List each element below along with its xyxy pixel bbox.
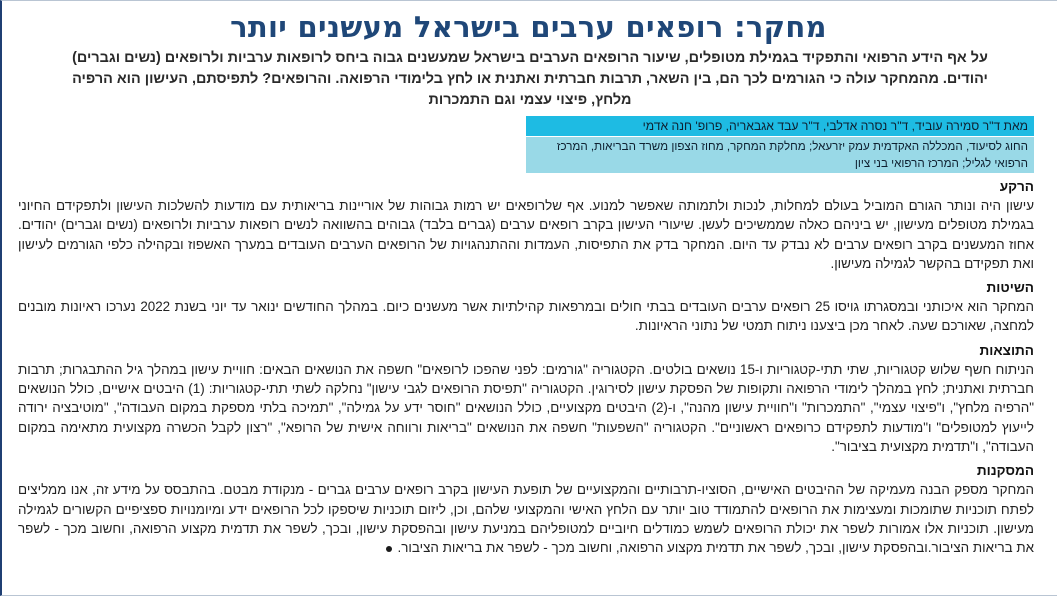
section-body: הניתוח חשף שלוש קטגוריות, שתי תתי-קטגוריות ו-15 נושאים בולטים. הקטגוריה "גורמים: לפני שהפכו לרופאים" חשפה את הנושאים הבאים: חוויית עישון במהלך גיל ההתבגרות; תרבות חברתית ואתנית; לחץ במהלך לימודי הרפואה ותקופות של הפסקת עישון לסירוגין. הקטגוריה "תפיסת הרופאים לגבי עישון" נחלקה לשתי תתי-קטגוריות: (1) היבטים אישיים, כולל הנושאים "הרפיה מלחץ", ו"פיצוי עצמי", "התמכרות" ו"חוויית עישון מהנה", ו-(2) היבטים מקצועיים, כולל הנושאים "חוסר ידע על גמילה", "תמיכה בלתי מספקת במקום העבודה", "מוטיבציה ירודה לייעוץ למטופלים" ו"מודעות לתפקידם כרופאים ראשוניים". הקטגוריה "השפעות" חשפה את הנושאים "בריאות ורווחה אישית של הרופא", "רצון לקבל הכשרה מקצועית מתאימה במקום העבודה", ו"תדמית מקצועית בציבור".	[18, 361, 1034, 454]
authors-banner: מאת ד"ר סמירה עוביד, ד"ר נסרה אדלבי, ד"ר עבד אגבאריה, פרופ' חנה אדמי	[526, 116, 1034, 136]
section-heading: השיטות	[986, 280, 1034, 296]
section-heading: התוצאות	[979, 342, 1034, 358]
section-heading: הרקע	[999, 179, 1034, 194]
page-title: מחקר: רופאים ערבים בישראל מעשנים יותר	[230, 10, 827, 44]
intro-summary: על אף הידע הרפואי והתפקיד בגמילת מטופלים, שיעור הרופאים הערבים בישראל שמעשנים גבוה ביחס לרופאות ערביות ולרופאים (נשים וגברים) יהודים. מהמחקר עולה כי הגורמים לכך הם, בין השאר, תרבות חברתית ואתנית או לחץ בלימודי הרפואה. והרופאים? לתפיסתם, העישון הוא הרפיה מלחץ, פיצוי עצמי וגם התמכרות	[72, 50, 988, 108]
section-results	[18, 342, 1034, 456]
section-body-wrap	[18, 480, 1034, 557]
section-conclusions	[18, 462, 1034, 557]
section-background	[18, 178, 1034, 273]
article-sections	[18, 178, 1034, 557]
section-heading: המסקנות	[976, 463, 1034, 479]
section-body: המחקר מספק הבנה מעמיקה של ההיבטים האישיים, הסוציו-תרבותיים והמקצועיים של תופעת העישון בקרב רופאים ערבים גברים - מנקודת מבטם. בהתבסס על מידע זה, אנו ממליצים לפתח תוכניות שתומכות ומעצימות את הרופאים להתמודד טוב יותר עם הלחץ האישי והמקצועי שלהם, וכן, ליזום תוכניות שיספקו לכל הרופאים ידע ומיומנויות ספציפיים הקשורים לגמילה מעישון. תוכניות אלו אמורות לשפר את יכולת הרופאים לשמש כמודלים חיוביים למטופליהם במניעת עישון ובהפסקת עישון, ובכך, לשפר את תדמית מקצוע הרפואה, וחשוב מכך - לשפר את בריאות הציבור.ובהפסקת עישון, ובכך, לשפר את תדמית מקצוע הרפואה, וחשוב מכך - לשפר את בריאות הציבור.	[18, 482, 1034, 556]
section-body: המחקר הוא איכותני ובמסגרתו גויסו 25 רופאים ערבים העובדים בבתי חולים ובמרפאות קהילתיות אשר מעשנים כיום. במהלך החודשים ינואר עד יוני בשנת 2022 נערכו ראיונות מובנים למחצה, שאורכם שעה. לאחר מכן ביצענו ניתוח תמטי של נתוני הראיונות.	[18, 299, 1034, 334]
affiliation-banner: החוג לסיעוד, המכללה האקדמית עמק יזרעאל; מחלקת המחקר, מחוז הצפון משרד הבריאות, המרכז הרפואי לגליל; המרכז הרפואי בני ציון	[526, 137, 1034, 173]
section-body: עישון היה ונותר הגורם המוביל בעולם למחלות, לנכות ולתמותה שאפשר למנוע. אף שלרופאים יש רמות גבוהות של אוריינות בריאותית עם מודעות להשלכות העישון ולתפקידם החיוני בגמילת מטופלים מעישון, יש ביניהם כאלה שממשיכים לעשן. שיעורי העישון בקרב רופאים ערבים (גברים בלבד) גבוהים בהשוואה לנשים רופאות ערביות ולרופאים (נשים וגברים) יהודים. אחוז המעשנים בקרב רופאים ערבים לא נבדק עד היום. המחקר בדק את התפיסות, העמדות וההתנהגויות של הרופאים הערבים העובדים במערך האשפוז ובקהילה כלפי הגורמים לעישון ואת תפקידם בהקשר לגמילה מעישון.	[18, 198, 1034, 271]
section-methods	[18, 279, 1034, 336]
bullet-icon	[386, 546, 392, 552]
